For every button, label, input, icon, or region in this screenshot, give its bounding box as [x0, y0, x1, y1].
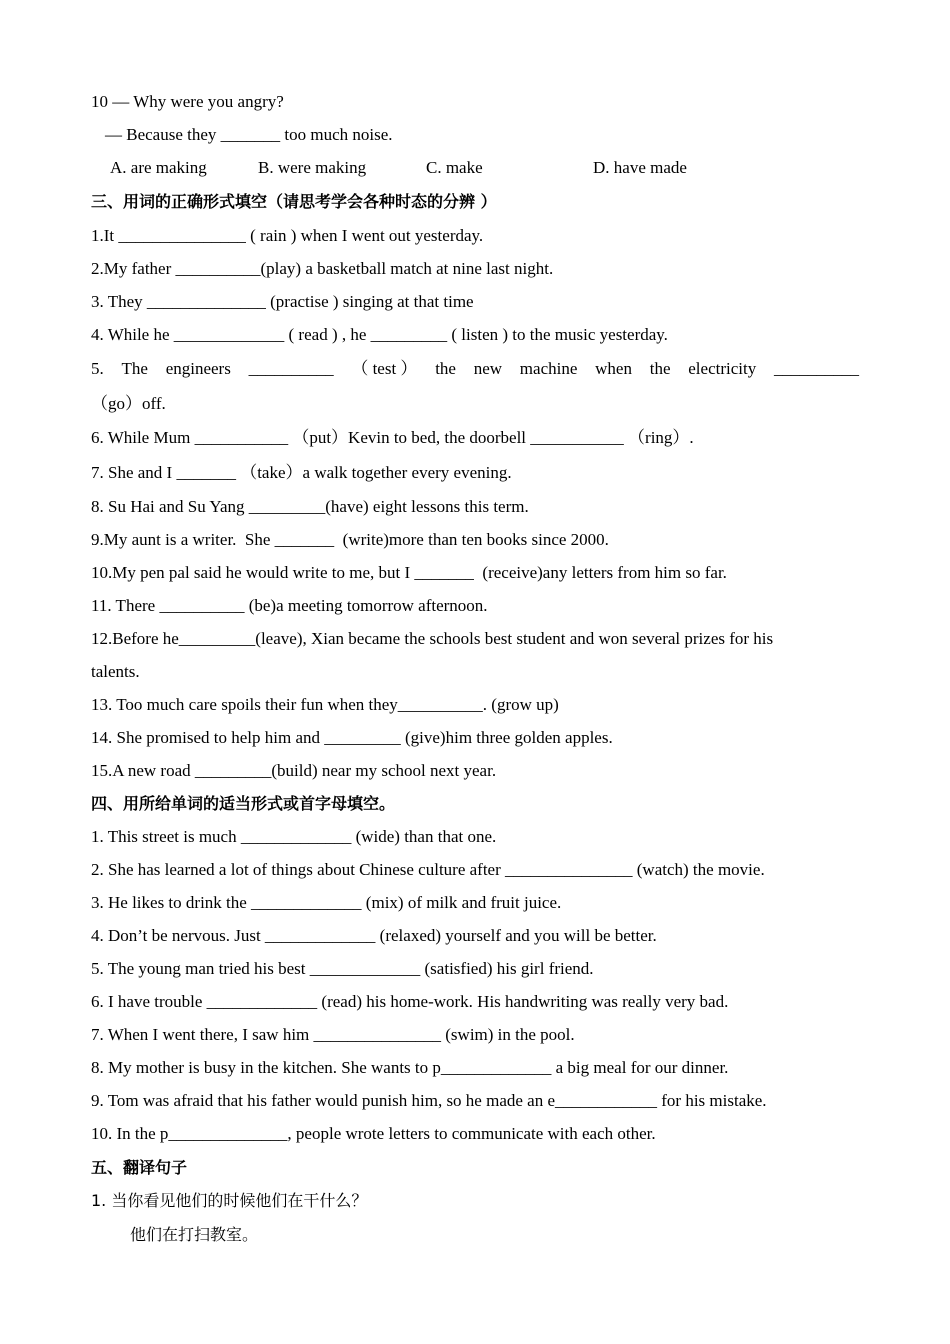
- s4-item-1: 1. This street is much _____________ (wide) than that one.: [91, 827, 497, 846]
- s3-item-5-blank: __________: [773, 359, 859, 378]
- s4-item-5: 5. The young man tried his best _____________ (satisfied) his girl friend.: [91, 959, 594, 978]
- s4-item-10: 10. In the p______________, people wrote letters to communicate with each other.: [91, 1124, 656, 1143]
- s3-item-2: 2.My father __________(play) a basketball match at nine last night.: [91, 259, 554, 278]
- s3-item-6: 6. While Mum ___________ （put）Kevin to bed, the doorbell ___________ （ring）.: [91, 428, 694, 447]
- s4-item-9: 9. Tom was afraid that his father would punish him, so he made an e____________ for his mistake.: [91, 1091, 767, 1110]
- s3-item-5-blank: __________: [248, 359, 334, 378]
- s3-item-12-cont: talents.: [91, 662, 140, 681]
- s4-item-6: 6. I have trouble _____________ (read) his home-work. His handwriting was really very bad.: [91, 992, 729, 1011]
- s3-item-9: 9.My aunt is a writer. She _______ (write)more than ten books since 2000.: [91, 530, 609, 549]
- s3-item-5-word: new: [473, 359, 503, 378]
- s4-item-4: 4. Don’t be nervous. Just _____________ (relaxed) yourself and you will be better.: [91, 926, 657, 945]
- s4-item-8: 8. My mother is busy in the kitchen. She wants to p_____________ a big meal for our dinner.: [91, 1058, 729, 1077]
- s3-item-13: 13. Too much care spoils their fun when they__________. (grow up): [91, 695, 559, 714]
- s3-item-5-word: the: [649, 359, 671, 378]
- q10-option-d: D. have made: [593, 158, 687, 177]
- section4-heading: 四、用所给单词的适当形式或首字母填空。: [91, 794, 396, 813]
- s3-item-5-word: engineers: [165, 359, 231, 378]
- q10-option-b: B. were making: [258, 158, 367, 177]
- section3-heading: 三、用词的正确形式填空（请思考学会各种时态的分辨 ）: [91, 192, 497, 211]
- q10-question: 10 — Why were you angry?: [91, 92, 284, 111]
- s3-item-5-word: electricity: [688, 359, 757, 378]
- s3-item-5-word: when: [595, 359, 632, 378]
- s3-item-1: 1.It _______________ ( rain ) when I went out yesterday.: [91, 226, 484, 245]
- q10-option-a: A. are making: [110, 158, 207, 177]
- s3-item-5-word: machine: [519, 359, 578, 378]
- s3-item-5-cont: （go）off.: [91, 394, 166, 413]
- s3-item-3: 3. They ______________ (practise ) singing at that time: [91, 292, 474, 311]
- q10-option-c: C. make: [426, 158, 483, 177]
- s3-item-12: 12.Before he_________(leave), Xian became the schools best student and won several prizes for his: [91, 629, 774, 648]
- s5-item-1-answer: 他们在打扫教室。: [130, 1225, 259, 1244]
- s3-item-7: 7. She and I _______ （take）a walk together every evening.: [91, 463, 512, 482]
- section5-heading: 五、翻译句子: [91, 1158, 188, 1177]
- s3-item-5-word: The: [121, 359, 148, 378]
- s3-item-11: 11. There __________ (be)a meeting tomorrow afternoon.: [91, 596, 488, 615]
- s3-item-15: 15.A new road _________(build) near my school next year.: [91, 761, 497, 780]
- s3-item-5-word: （ test ）: [351, 359, 418, 378]
- s3-item-4: 4. While he _____________ ( read ) , he _________ ( listen ) to the music yesterday.: [91, 325, 668, 344]
- s4-item-2: 2. She has learned a lot of things about Chinese culture after _______________ (watch) the movie.: [91, 860, 765, 879]
- s3-item-5-word: the: [435, 359, 456, 378]
- s3-item-14: 14. She promised to help him and _________ (give)him three golden apples.: [91, 728, 613, 747]
- s4-item-3: 3. He likes to drink the _____________ (mix) of milk and fruit juice.: [91, 893, 562, 912]
- s5-item-1: 1. 当你看见他们的时候他们在干什么？: [91, 1191, 368, 1210]
- s3-item-5: [91, 359, 859, 379]
- s3-item-10: 10.My pen pal said he would write to me, but I _______ (receive)any letters from him so far.: [91, 563, 727, 582]
- s3-item-5-word: 5.: [91, 359, 104, 378]
- s4-item-7: 7. When I went there, I saw him _______________ (swim) in the pool.: [91, 1025, 575, 1044]
- q10-answer: — Because they _______ too much noise.: [105, 125, 393, 144]
- s3-item-8: 8. Su Hai and Su Yang _________(have) eight lessons this term.: [91, 497, 529, 516]
